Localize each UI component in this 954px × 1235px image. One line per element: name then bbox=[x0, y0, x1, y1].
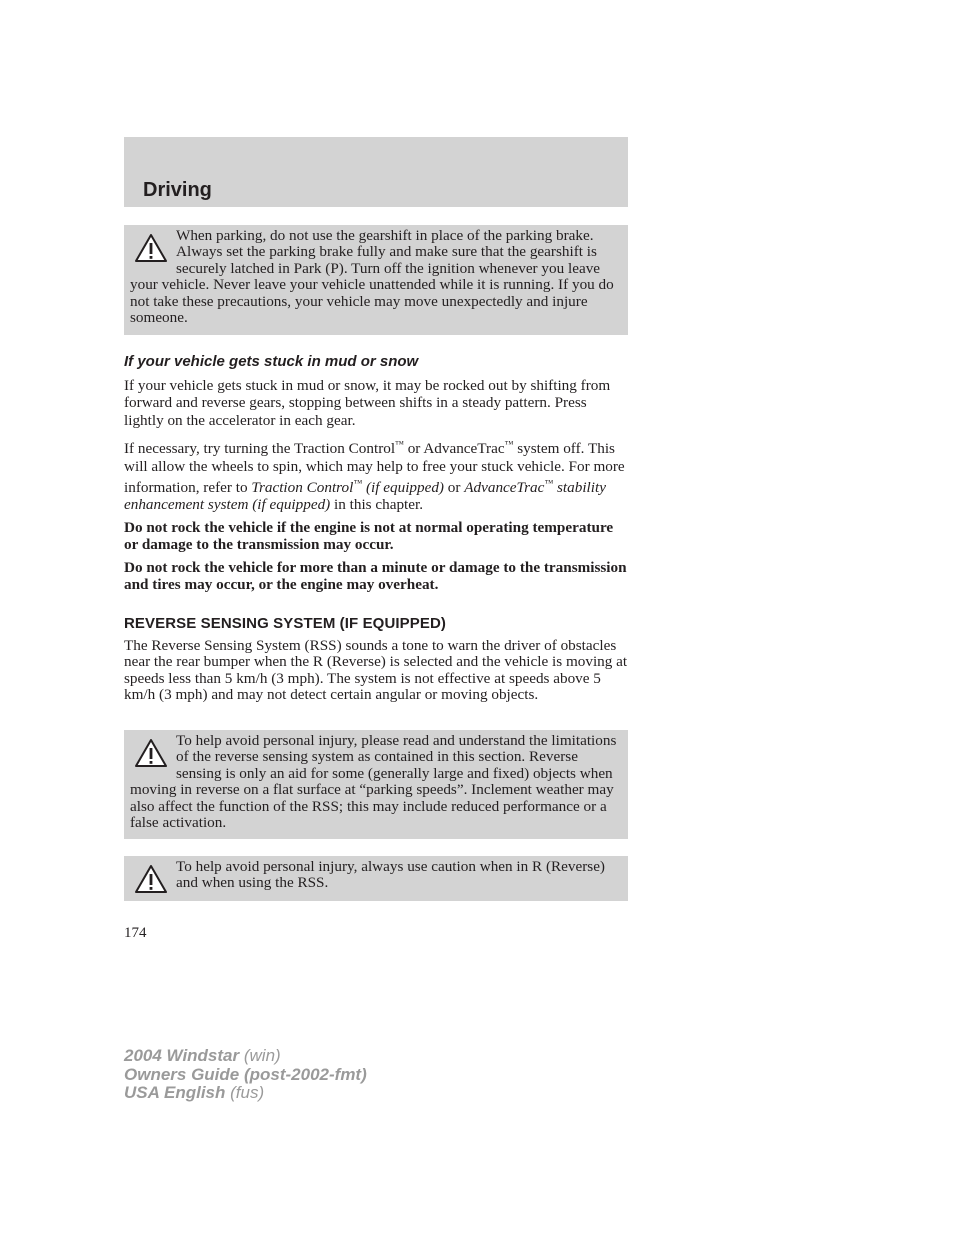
page-number: 174 bbox=[124, 925, 147, 941]
caution-paragraph: Do not rock the vehicle for more than a minute or damage to the transmission and tires may occur, or the engine may overheat. bbox=[124, 558, 627, 594]
warning-text: To help avoid personal injury, always use caution when in R (Reverse) and when using the RSS. bbox=[176, 858, 605, 892]
mud-snow-body bbox=[124, 377, 630, 593]
footer-line: USA English (fus) bbox=[124, 1083, 265, 1102]
footer-line: 2004 Windstar (win) bbox=[124, 1046, 281, 1065]
warning-box-reverse-caution bbox=[124, 856, 628, 901]
paragraph: If your vehicle gets stuck in mud or snow, it may be rocked out by shifting from forward and reverse gears, stopping between shifts in a steady pattern. Press lightly on the accelerator in each gear. bbox=[124, 377, 611, 429]
rss-body bbox=[124, 638, 630, 704]
trademark-mark: ™ bbox=[504, 439, 514, 450]
warning-text: When parking, do not use the gearshift in place of the parking brake. Always set the parking brake fully and make sure that the gearshift is securely latched in Park (P). Turn off the ignition whenever you leave your vehicle. Never leave your vehicle unattended while it is running. If you do not take these precautions, your vehicle may move unexpectedly and injure someone. bbox=[130, 227, 614, 327]
trademark-mark: ™ bbox=[395, 439, 404, 450]
warning-box-parking bbox=[124, 225, 628, 335]
footer-line: Owners Guide (post-2002-fmt) bbox=[124, 1064, 367, 1084]
warning-box-rss-limits bbox=[124, 730, 628, 839]
cross-reference: AdvanceTrac™ stability enhancement system (if equipped) bbox=[124, 478, 606, 514]
paragraph: The Reverse Sensing System (RSS) sounds a tone to warn the driver of obstacles near the rear bumper when the R (Reverse) is selected and the vehicle is moving at speeds less than 5 km/h (3 mph). The system is not effective at speeds above 5 km/h (3 mph) and may not detect certain angular or moving objects. bbox=[124, 637, 628, 704]
section-heading-rss: REVERSE SENSING SYSTEM (IF EQUIPPED) bbox=[124, 615, 446, 632]
paragraph-traction: If necessary, try turning the Traction Control™ or AdvanceTrac™ system off. This will allow the wheels to spin, which may help to free your stuck vehicle. For more information, refer to Traction Control™ (if equipped) or AdvanceTrac™ stability enhancement system (if equipped) in this chapter. bbox=[124, 439, 625, 514]
document-footer bbox=[124, 1047, 367, 1103]
caution-paragraph: Do not rock the vehicle if the engine is not at normal operating temperature or damage to the transmission may occur. bbox=[124, 518, 614, 554]
warning-triangle-icon bbox=[134, 864, 168, 894]
warning-triangle-icon bbox=[134, 233, 168, 263]
warning-triangle-icon bbox=[134, 738, 168, 768]
chapter-header bbox=[124, 137, 628, 207]
chapter-title: Driving bbox=[143, 179, 212, 201]
cross-reference: Traction Control™ (if equipped) bbox=[251, 478, 444, 497]
warning-text: To help avoid personal injury, please read and understand the limitations of the reverse sensing system as contained in this section. Reverse sensing is only an aid for some (generally large and fixed) objects when moving in reverse on a flat surface at “parking speeds”. Inclement weather may also affect the function of the RSS; this may include reduced performance or a false activation. bbox=[130, 732, 617, 832]
section-heading-mud-snow: If your vehicle gets stuck in mud or snow bbox=[124, 353, 419, 370]
